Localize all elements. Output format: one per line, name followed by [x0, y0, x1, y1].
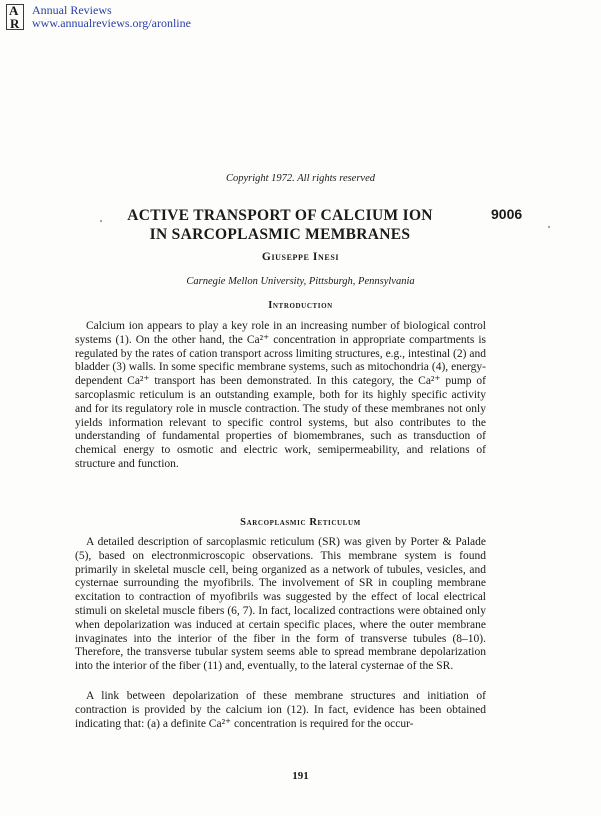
logo-letter-a: A [9, 3, 19, 18]
section-heading-sarcoplasmic-reticulum: Sarcoplasmic Reticulum [240, 517, 361, 528]
title-line-1: ACTIVE TRANSPORT OF CALCIUM ION [127, 207, 433, 224]
author-affiliation: Carnegie Mellon University, Pittsburgh, Pennsylvania [186, 276, 415, 287]
paper-number: 9006 [491, 206, 523, 222]
publisher-url-link[interactable]: www.annualreviews.org/aronline [32, 16, 191, 30]
publisher-name: Annual Reviews [32, 3, 112, 17]
logo-letter-r: R [10, 16, 20, 31]
author-name: Giuseppe Inesi [261, 251, 340, 263]
sr-paragraph-2: A link between depolarization of these membrane structures and initiation of contraction is provided by the calcium ion (12). In fact, evidence has been obtained indicating that: (a) a definite Ca²⁺ concentration is required for the occur- [75, 690, 486, 730]
copyright-notice: Copyright 1972. All rights reserved [225, 173, 376, 184]
intro-paragraph: Calcium ion appears to play a key role in an increasing number of biological control systems (1). On the other hand, the Ca²⁺ concentration in appropriate compartments is regulated by the rates of cation transport across limiting structures, e.g., intestinal (2) and bladder (3) walls. In some specific membrane systems, such as mitochondria (4), energy-dependent Ca²⁺ transport has been demonstrated. In this category, the Ca²⁺ pump of sarcoplasmic reticulum is an outstanding example, both for its highly specific activity and for its regulatory role in muscle contraction. The study of these membranes not only yields information relevant to specific control systems, but also contributes to the understanding of fundamental properties of biomembranes, such as transduction of chemical energy to osmotic and electric work, semipermeability, and relations of structure and function. [75, 320, 486, 470]
scan-speck [100, 220, 102, 222]
article-title [60, 206, 500, 244]
scan-speck [548, 226, 550, 228]
sr-paragraph-1: A detailed description of sarcoplasmic reticulum (SR) was given by Porter & Palade (5), based on electronmicroscopic observations. This membrane system is found primarily in skeletal muscle cell, being organized as a network of tubules, vesicles, and cysternae surrounding the myofibrils. The involvement of SR in coupling membrane excitation to contraction of myofibrils was suggested by the effect of local electrical stimuli on skeletal muscle fibers (6, 7). In fact, localized contractions were obtained only when depolarization was induced at certain specific places, where the outer membrane invaginates into the interior of the fiber in the form of transverse tubules (8–10). Therefore, the transverse tubular system seems able to spread membrane depolarization into the interior of the fiber (11) and, eventually, to the lateral cysternae of the SR. [75, 536, 486, 673]
section-heading-introduction: Introduction [268, 300, 333, 311]
annual-reviews-logo-icon [6, 4, 26, 32]
publisher-header [6, 4, 191, 36]
page-number: 191 [292, 770, 309, 782]
title-line-2: IN SARCOPLASMIC MEMBRANES [149, 226, 411, 243]
